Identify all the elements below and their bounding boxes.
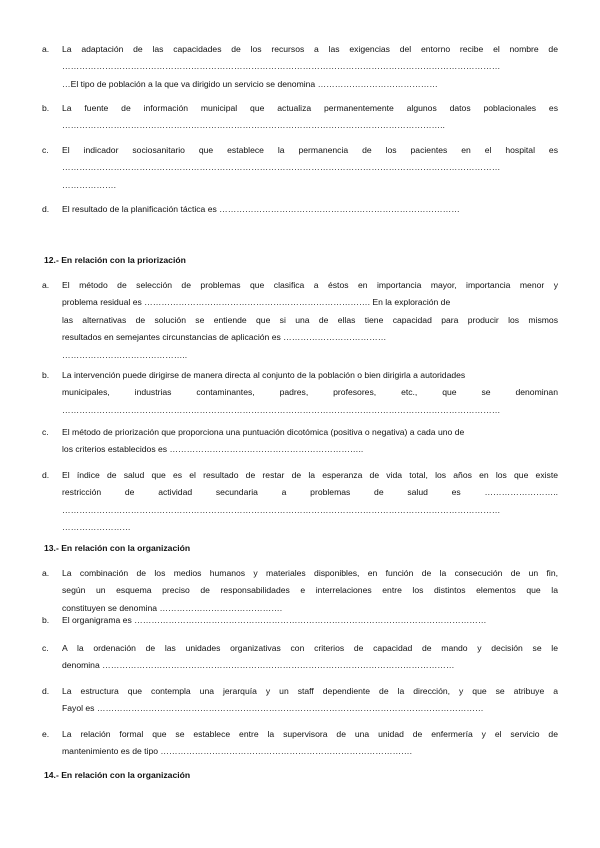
item-text: A la ordenación de las unidades organizativas con criterios de capacidad de mando y decisión se le [62, 643, 558, 653]
item-text: las alternativas de solución se entiende que si una de ellas tiene capacidad para producir los mismos [62, 314, 558, 325]
question-12d [42, 467, 558, 537]
question-11b [42, 100, 558, 135]
item-text: La intervención puede dirigirse de manera directa al conjunto de la población o bien dirigirla a autoridades [62, 370, 466, 380]
item-text: Fayol es ……………………………………………………………………………………………………………………… [62, 703, 484, 714]
question-12c [42, 424, 558, 459]
item-letter: c. [42, 427, 49, 437]
item-letter: a. [42, 44, 50, 54]
item-letter: b. [42, 615, 50, 625]
question-12b [42, 367, 558, 419]
item-text: El indicador sociosanitario que establece la permanencia de los pacientes en el hospital es [62, 145, 558, 155]
section-heading-13: 13.- En relación con la organización [44, 543, 191, 553]
answer-blank: …………………………………………………………………………………………………………………….. [62, 120, 445, 131]
item-text: La fuente de información municipal que actualiza permanentemente algunos datos poblacionales es [62, 103, 558, 113]
item-letter: b. [42, 370, 50, 380]
item-text: El resultado de la planificación táctica es ………………………………………………………………………… [62, 204, 460, 214]
item-letter: a. [42, 280, 50, 290]
question-11d [42, 201, 558, 218]
answer-blank: ……………………………………………………………………………………………………………………………………… [62, 162, 501, 173]
question-13b [42, 612, 558, 629]
item-letter: c. [42, 145, 49, 155]
item-text: municipales, industrias contaminantes, padres, profesores, etc., que se denominan [62, 387, 558, 398]
answer-blank: ……………………………………………………………………………………………………………………………………… [62, 61, 501, 72]
answer-blank: ………………. [62, 179, 116, 190]
item-letter: b. [42, 103, 50, 113]
item-text: El método de priorización que proporciona una puntuación dicotómica (positiva o negativa) a cada uno de [62, 427, 465, 437]
section-heading-14: 14.- En relación con la organización [44, 770, 191, 780]
item-text: La adaptación de las capacidades de los recursos a las exigencias del entorno recibe el nombre de [62, 44, 558, 54]
item-letter: c. [42, 643, 49, 653]
item-letter: a. [42, 568, 50, 578]
item-letter: d. [42, 204, 50, 214]
item-text: resultados en semejantes circunstancias de aplicación es ……………………………… [62, 332, 387, 343]
question-13e [42, 726, 558, 761]
item-text: La combinación de los medios humanos y materiales disponibles, en función de la consecución de un fin, [62, 568, 558, 578]
item-text: La relación formal que se establece entre la supervisora de una unidad de enfermería y el servicio de [62, 729, 558, 739]
question-11a [42, 41, 558, 93]
item-text: La estructura que contempla una jerarquía y un staff dependiente de la dirección, y que se atribuye a [62, 686, 558, 696]
item-text: los criterios establecidos es ………………………………………………………….. [62, 444, 364, 455]
item-text: El organigrama es …………………………………………………………………………………………………………… [62, 615, 487, 625]
item-text: El índice de salud que es el resultado de restar de la esperanza de vida total, los años en los que existe [62, 470, 558, 480]
question-13a [42, 565, 558, 617]
item-letter: d. [42, 686, 50, 696]
section-heading-12: 12.- En relación con la priorización [44, 255, 186, 265]
item-text: …El tipo de población a la que va dirigido un servicio se denomina …………………………………… [62, 78, 438, 89]
item-text: denomina …………………………………………………………………………………………………………… [62, 660, 455, 671]
answer-blank: ……………………………………………………………………………………………………………………………………… [62, 404, 501, 415]
question-12a [42, 277, 558, 364]
answer-blank: …………………… [62, 522, 131, 533]
answer-blank: …………………………………….. [62, 349, 188, 360]
question-11c [42, 142, 558, 194]
item-letter: d. [42, 470, 50, 480]
item-letter: e. [42, 729, 50, 739]
item-text: mantenimiento es de tipo ……………………………………………………………………………. [62, 746, 413, 757]
item-text: problema residual es ……………………………………………………………………. En la exploración de [62, 297, 451, 308]
answer-blank: ……………………………………………………………………………………………………………………………………… [62, 504, 501, 515]
item-text: El método de selección de problemas que clasifica a éstos en importancia mayor, importancia menor y [62, 280, 558, 290]
question-13d [42, 683, 558, 718]
item-text: según un esquema preciso de responsabilidades e interrelaciones entre los distintos elementos que la [62, 585, 558, 596]
item-text: constituyen se denomina ……………………………………. [62, 602, 283, 613]
item-text: restricción de actividad secundaria a problemas de salud es …………………….. [62, 487, 558, 498]
question-13c [42, 640, 558, 675]
